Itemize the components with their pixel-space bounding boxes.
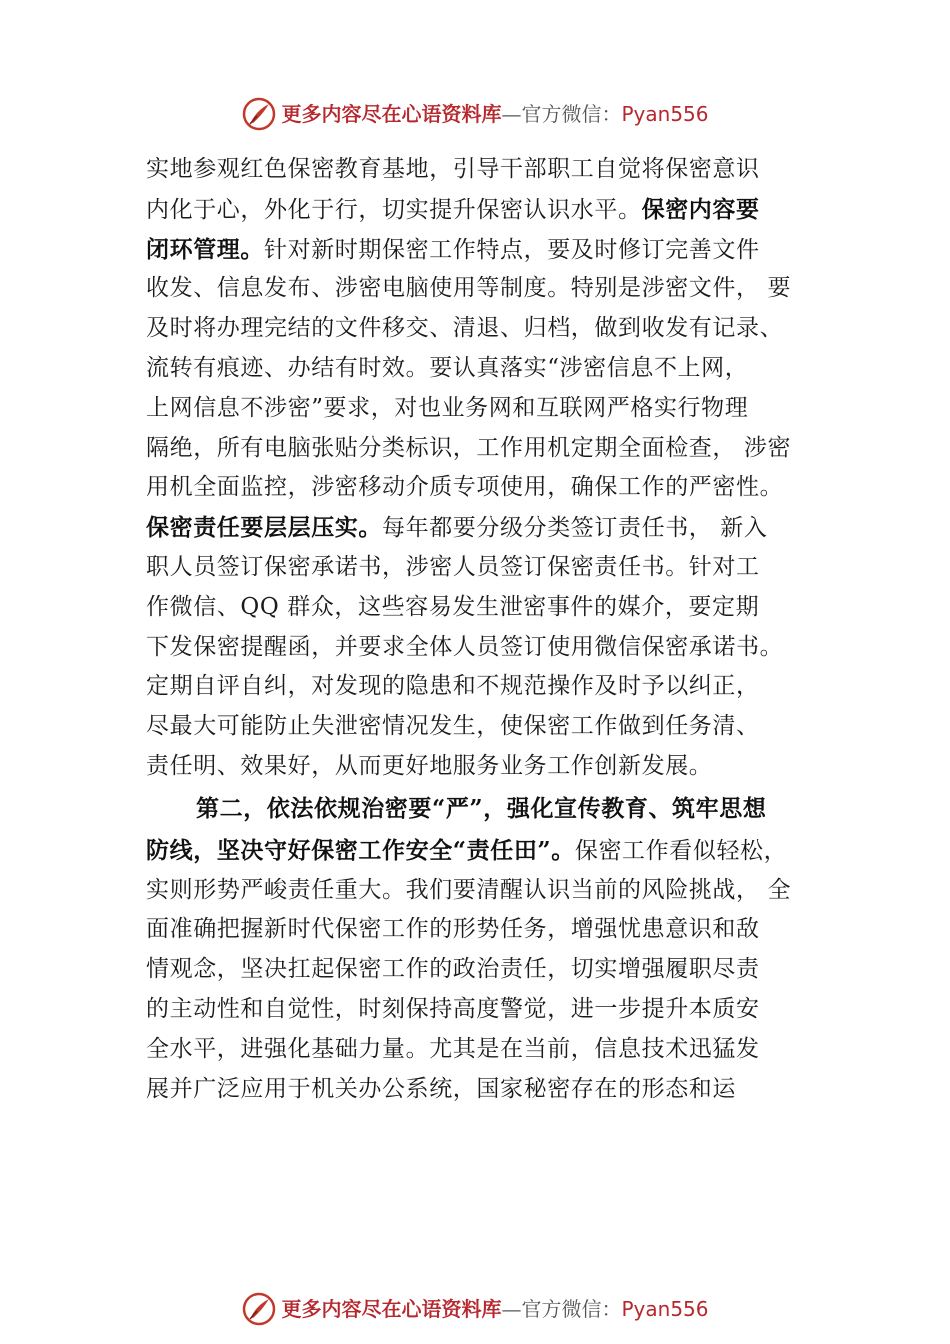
text-line [146, 910, 826, 950]
text-line [146, 349, 826, 389]
text-segment: 内化于心，外化于行，切实提升保密认识水平。 [146, 196, 642, 223]
text-line [146, 787, 826, 831]
banner-wechat-label: —官方微信： [501, 1297, 622, 1321]
text-segment: 面准确把握新时代保密工作的形势任务，增强忧患意识和敌 [146, 916, 760, 943]
bold-text-segment: 保密责任要层层压实。 [146, 514, 382, 542]
text-line [146, 871, 826, 911]
footer-watermark-banner [0, 1289, 950, 1329]
text-segment: 收发、信息发布、涉密电脑使用等制度。特别是涉密文件， 要 [146, 275, 792, 302]
text-segment: 尽最大可能防止失泄密情况发生，使保密工作做到任务清、 [146, 713, 760, 740]
text-segment: 展并广泛应用于机关办公系统，国家秘密存在的形态和运 [146, 1075, 736, 1102]
text-line [146, 468, 826, 508]
text-segment: 及时将办理完结的文件移交、清退、归档，做到收发有记录、 [146, 315, 784, 342]
text-line [146, 389, 826, 429]
text-line [146, 508, 826, 548]
text-segment: 全水平，进强化基础力量。尤其是在当前，信息技术迅猛发 [146, 1035, 760, 1062]
text-segment: 隔绝，所有电脑张贴分类标识，工作用机定期全面检查， 涉密 [146, 434, 792, 461]
bold-text-segment: 第二，依法依规治密要“严”，强化宣传教育、筑牢思想 [196, 794, 767, 822]
text-segment: 针对新时期保密工作特点，要及时修订完善文件 [264, 236, 760, 263]
text-segment: 的主动性和自觉性，时刻保持高度警觉，进一步提升本质安 [146, 995, 760, 1022]
text-segment: 情观念，坚决扛起保密工作的政治责任，切实增强履职尽责 [146, 956, 760, 983]
text-line [146, 588, 826, 628]
red-circle-feather-logo-icon [241, 1291, 277, 1327]
text-segment: 职人员签订保密承诺书，涉密人员签订保密责任书。针对工 [146, 553, 760, 580]
header-watermark-banner [0, 94, 950, 134]
text-line [146, 1070, 826, 1110]
text-segment: 下发保密提醒函，并要求全体人员签订使用微信保密承诺书。 [146, 633, 784, 660]
text-segment: 流转有痕迹、办结有时效。要认真落实“涉密信息不上网， [146, 354, 749, 381]
text-line [146, 548, 826, 588]
text-line [146, 429, 826, 469]
text-line [146, 269, 826, 309]
banner-wechat-id: Pyan556 [621, 102, 709, 126]
text-line [146, 230, 826, 270]
banner-wechat-id: Pyan556 [621, 1297, 709, 1321]
text-segment: 用机全面监控，涉密移动介质专项使用，确保工作的严密性。 [146, 474, 784, 501]
document-body [146, 150, 826, 1109]
text-line [146, 190, 826, 230]
text-segment: 定期自评自纠，对发现的隐患和不规范操作及时予以纠正， [146, 673, 760, 700]
banner-library-text: 更多内容尽在心语资料库 [281, 102, 502, 126]
text-segment: 实地参观红色保密教育基地，引导干部职工自觉将保密意识 [146, 156, 760, 182]
text-segment: 作微信、QQ 群众，这些容易发生泄密事件的媒介，要定期 [146, 593, 760, 620]
text-segment: 上网信息不涉密”要求，对也业务网和互联网严格实行物理 [146, 394, 749, 421]
bold-text-segment: 保密内容要 [641, 195, 760, 223]
text-line [146, 1030, 826, 1070]
text-line [146, 831, 826, 871]
text-segment: 实则形势严峻责任重大。我们要清醒认识当前的风险挑战， 全 [146, 876, 792, 903]
red-circle-feather-logo-icon [241, 96, 277, 132]
text-segment: 每年都要分级分类签订责任书， 新入 [382, 515, 768, 542]
text-line [146, 950, 826, 990]
text-line [146, 667, 826, 707]
text-line [146, 747, 826, 787]
bold-text-segment: 防线，坚决守好保密工作安全“责任田”。 [146, 836, 575, 864]
text-segment: 保密工作看似轻松， [574, 837, 788, 864]
text-line [146, 628, 826, 668]
text-line [146, 707, 826, 747]
banner-wechat-label: —官方微信： [501, 102, 622, 126]
text-segment: 责任明、效果好，从而更好地服务业务工作创新发展。 [146, 752, 713, 779]
text-line [146, 150, 826, 190]
banner-library-text: 更多内容尽在心语资料库 [281, 1297, 502, 1321]
bold-text-segment: 闭环管理。 [146, 235, 264, 263]
text-line [146, 309, 826, 349]
text-line [146, 990, 826, 1030]
